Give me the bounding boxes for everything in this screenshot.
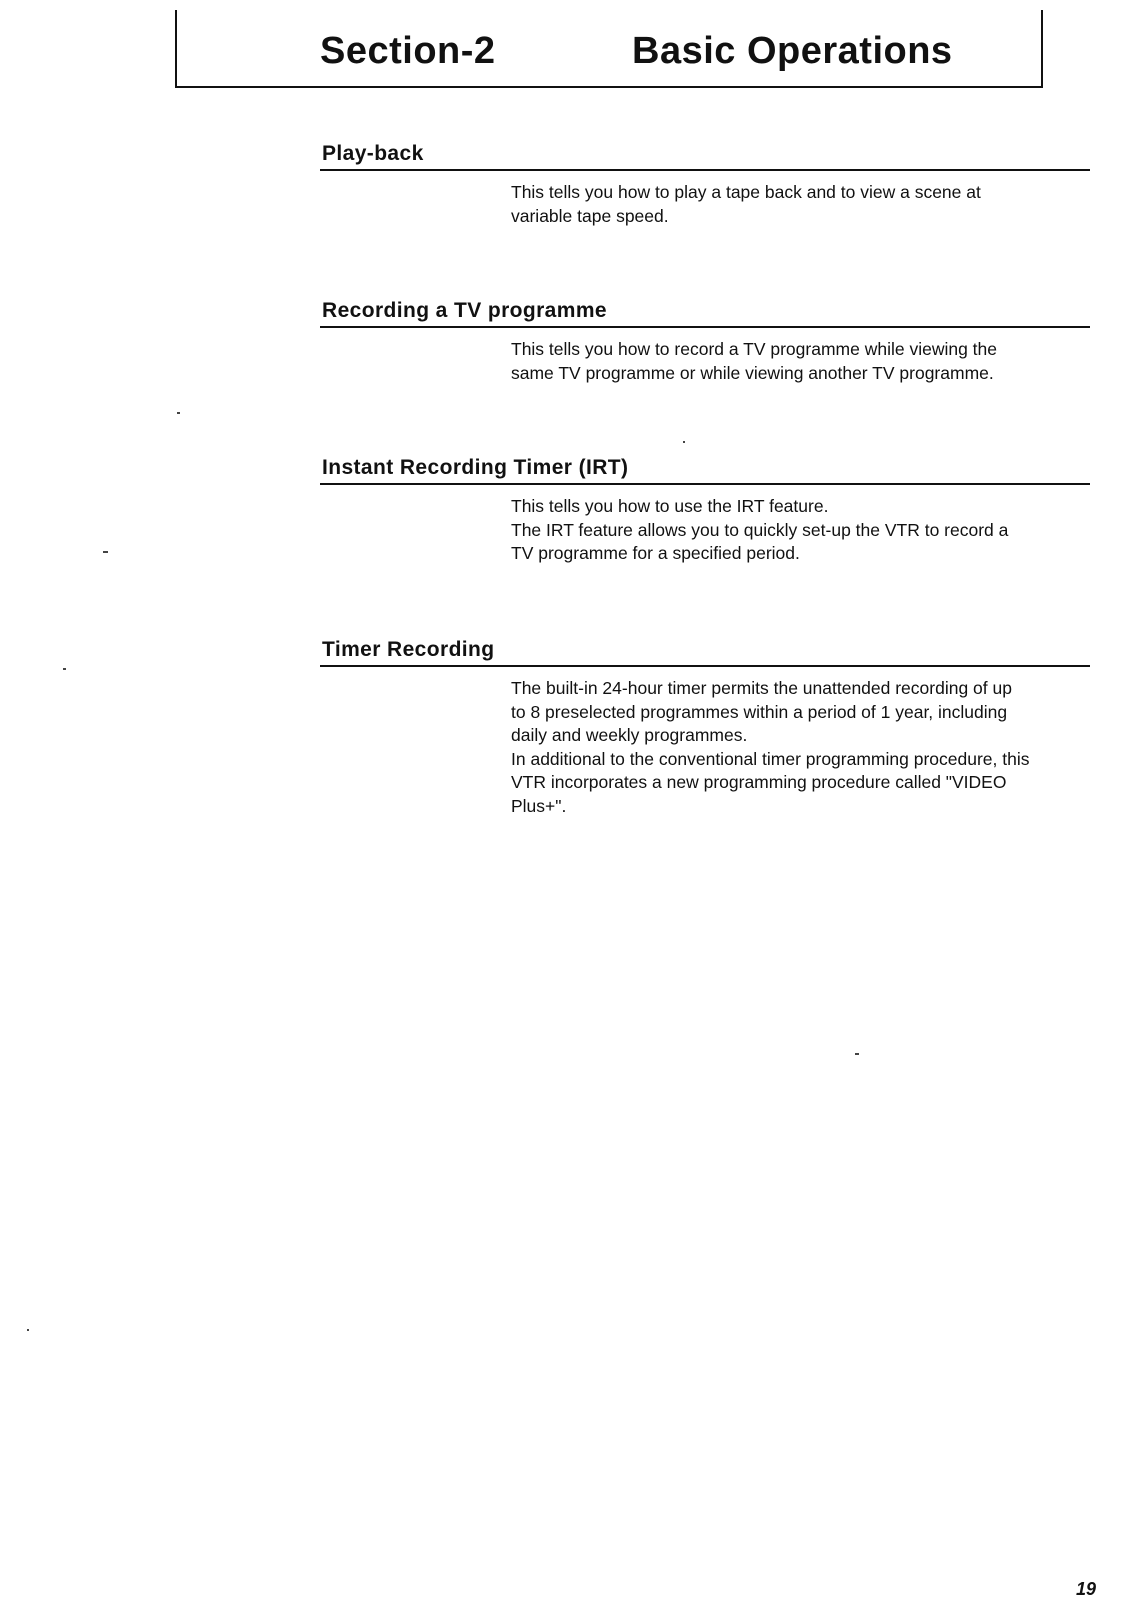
body-line: This tells you how to play a tape back and to view a scene at <box>511 182 981 202</box>
scan-speck <box>27 1329 29 1331</box>
section-heading: Instant Recording Timer (IRT) <box>322 456 629 479</box>
section-rule <box>320 326 1090 328</box>
section-body <box>511 677 1086 818</box>
scan-speck <box>683 441 685 443</box>
section-body <box>511 495 1086 566</box>
body-line: TV programme for a specified period. <box>511 543 800 563</box>
section-body <box>511 338 1086 385</box>
section-play-back <box>320 141 1090 228</box>
section-title: Basic Operations <box>632 30 953 72</box>
section-heading: Timer Recording <box>322 638 495 661</box>
section-timer-recording <box>320 637 1090 818</box>
body-line: variable tape speed. <box>511 205 669 226</box>
section-rule <box>320 169 1090 171</box>
scan-speck <box>63 668 66 670</box>
body-line: Plus+". <box>511 795 567 816</box>
section-rule <box>320 483 1090 485</box>
section-rule <box>320 665 1090 667</box>
body-line: This tells you how to record a TV programme while viewing the <box>511 339 998 359</box>
section-heading: Play-back <box>322 142 424 165</box>
section-instant-recording-timer <box>320 455 1090 566</box>
section-recording-tv <box>320 298 1090 385</box>
body-line: The built-in 24-hour timer permits the unattended recording of up <box>511 678 1012 698</box>
section-body <box>511 181 1086 228</box>
body-line: VTR incorporates a new programming procedure called "VIDEO <box>511 772 1007 792</box>
body-line: daily and weekly programmes. <box>511 725 748 745</box>
scan-speck <box>177 412 180 414</box>
body-line: This tells you how to use the IRT feature. <box>511 496 829 516</box>
section-label: Section-2 <box>320 30 496 72</box>
scan-speck <box>103 551 108 553</box>
body-line: to 8 preselected programmes within a period of 1 year, including <box>511 701 1008 722</box>
section-heading: Recording a TV programme <box>322 299 607 322</box>
body-line: same TV programme or while viewing another TV programme. <box>511 362 994 383</box>
body-line: In additional to the conventional timer programming procedure, this <box>511 748 1030 769</box>
body-line: The IRT feature allows you to quickly set-up the VTR to record a <box>511 519 1009 540</box>
scan-speck <box>855 1053 859 1055</box>
page-number: 19 <box>1076 1579 1097 1599</box>
